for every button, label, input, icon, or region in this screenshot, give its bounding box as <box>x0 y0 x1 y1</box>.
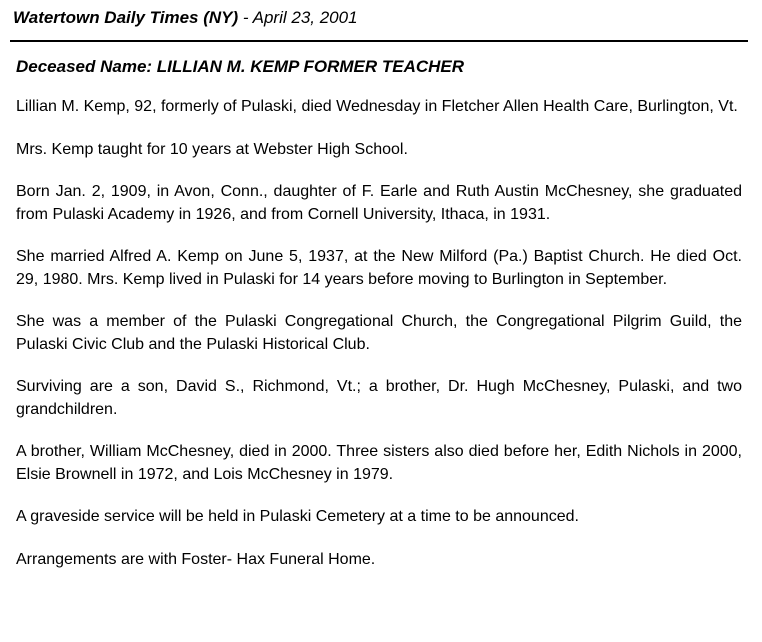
paragraph-arrangements: Arrangements are with Foster- Hax Funeral Home. <box>16 550 376 568</box>
paragraph-predeceased: A brother, William McChesney, died in 2000. Three sisters also died before her, Edith Nichols in 2000, Elsie Brownell in 1972, and Lois McChesney in 1979. <box>16 443 742 483</box>
obituary-body <box>16 96 742 591</box>
obituary-title: Deceased Name: LILLIAN M. KEMP FORMER TEACHER <box>16 57 465 76</box>
paragraph-memberships: She was a member of the Pulaski Congregational Church, the Congregational Pilgrim Guild, the Pulaski Civic Club and the Pulaski Historical Club. <box>16 313 742 353</box>
document-header <box>13 8 358 28</box>
newspaper-name: Watertown Daily Times (NY) <box>13 8 239 27</box>
paragraph-service: A graveside service will be held in Pulaski Cemetery at a time to be announced. <box>16 508 579 525</box>
paragraph-career: Mrs. Kemp taught for 10 years at Webster High School. <box>16 140 408 158</box>
paragraph-death-notice: Lillian M. Kemp, 92, formerly of Pulaski, died Wednesday in Fletcher Allen Health Care, Burlington, Vt. <box>16 98 738 115</box>
header-separator: - <box>238 8 253 27</box>
publication-date: April 23, 2001 <box>252 8 358 27</box>
paragraph-birth-education: Born Jan. 2, 1909, in Avon, Conn., daughter of F. Earle and Ruth Austin McChesney, she graduated from Pulaski Academy in 1926, and from Cornell University, Ithaca, in 1931. <box>16 183 742 223</box>
paragraph-survivors: Surviving are a son, David S., Richmond, Vt.; a brother, Dr. Hugh McChesney, Pulaski, and two grandchildren. <box>16 378 742 418</box>
paragraph-marriage: She married Alfred A. Kemp on June 5, 1937, at the New Milford (Pa.) Baptist Church. He died Oct. 29, 1980. Mrs. Kemp lived in Pulaski for 14 years before moving to Burlington in September. <box>16 248 742 288</box>
header-divider <box>10 40 748 42</box>
